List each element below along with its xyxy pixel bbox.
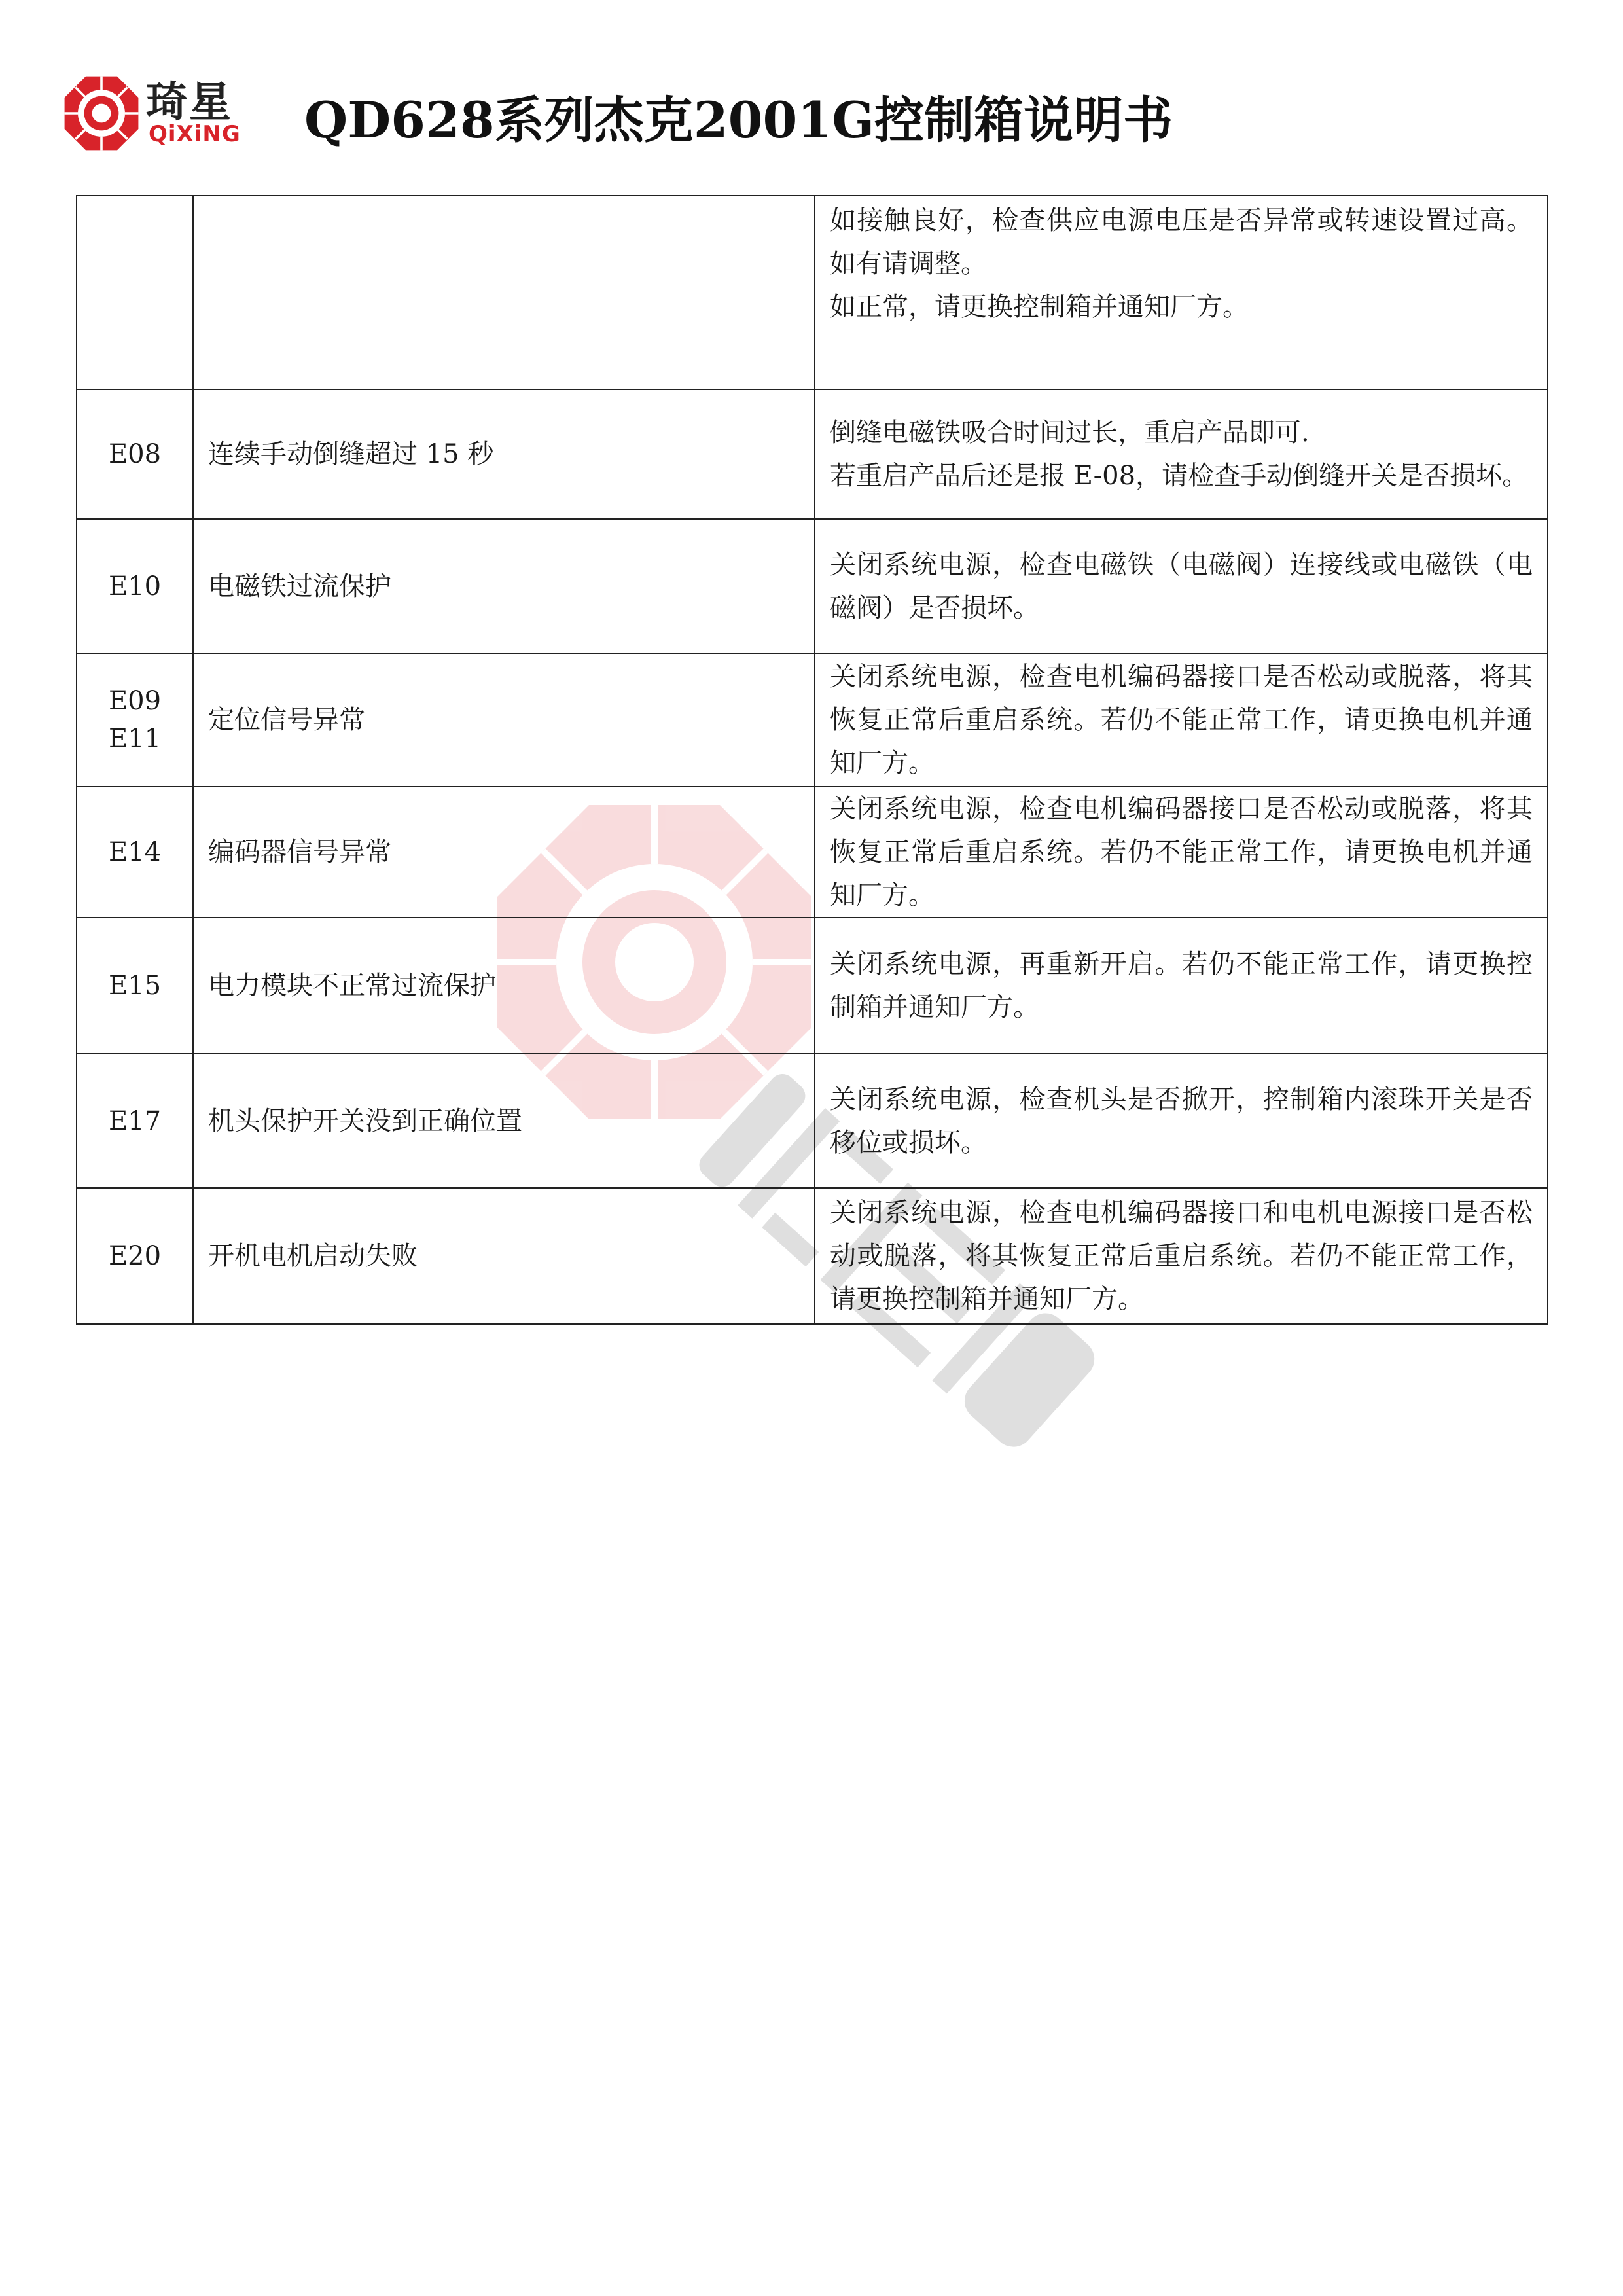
solution-text: 关闭系统电源，检查机头是否掀开，控制箱内滚珠开关是否移位或损坏。	[830, 1084, 1533, 1158]
fault-code-cell	[77, 787, 193, 918]
document-title: QD628系列杰克2001G控制箱说明书	[304, 91, 1173, 149]
fault-solution-cell	[815, 653, 1548, 787]
fault-description-cell: 定位信号异常	[193, 653, 815, 787]
brand-name-en: QiXiNG	[149, 121, 241, 147]
fault-code: E08	[108, 439, 162, 469]
table-row	[77, 389, 1548, 519]
solution-text: 关闭系统电源，再重新开启。若仍不能正常工作，请更换控制箱并通知厂方。	[830, 949, 1533, 1022]
fault-description-cell: 编码器信号异常	[193, 787, 815, 918]
fault-code: E17	[108, 1105, 162, 1136]
solution-text: 倒缝电磁铁吸合时间过长，重启产品即可.	[830, 418, 1310, 448]
solution-text: 若重启产品后还是报 E-08，请检查手动倒缝开关是否损坏。	[830, 461, 1529, 491]
fault-solution-cell	[815, 389, 1548, 519]
fault-solution-cell	[815, 1188, 1548, 1324]
fault-code-cell	[77, 196, 193, 389]
fault-description-cell: 电力模块不正常过流保护	[193, 918, 815, 1054]
brand-name-cn: 琦星	[146, 79, 232, 127]
table-row	[77, 918, 1548, 1054]
fault-code-table	[76, 195, 1548, 1325]
table-row	[77, 653, 1548, 787]
fault-description-cell: 电磁铁过流保护	[193, 519, 815, 653]
solution-text: 如接触良好，检查供应电源电压是否异常或转速设置过高。如有请调整。	[830, 206, 1533, 279]
table-row	[77, 1054, 1548, 1188]
fault-description-cell	[193, 196, 815, 389]
fault-description-cell: 机头保护开关没到正确位置	[193, 1054, 815, 1188]
fault-solution-cell	[815, 519, 1548, 653]
solution-text: 关闭系统电源，检查电机编码器接口是否松动或脱落，将其恢复正常后重启系统。若仍不能正常工作，请更换电机并通知厂方。	[830, 794, 1533, 910]
fault-code: E20	[108, 1241, 162, 1271]
fault-description-cell: 连续手动倒缝超过 15 秒	[193, 389, 815, 519]
fault-code-cell	[77, 519, 193, 653]
fault-code: E11	[108, 724, 162, 754]
fault-solution-cell	[815, 918, 1548, 1054]
fault-code-cell	[77, 1054, 193, 1188]
table-row	[77, 1188, 1548, 1324]
solution-text: 关闭系统电源，检查电机编码器接口是否松动或脱落，将其恢复正常后重启系统。若仍不能正常工作，请更换电机并通知厂方。	[830, 662, 1533, 778]
solution-text: 关闭系统电源，检查电机编码器接口和电机电源接口是否松动或脱落，将其恢复正常后重启系统。若仍不能正常工作，请更换控制箱并通知厂方。	[830, 1198, 1533, 1314]
fault-code: E10	[108, 571, 162, 601]
fault-code: E15	[108, 971, 162, 1001]
fault-code-cell	[77, 653, 193, 787]
fault-code-cell	[77, 1188, 193, 1324]
fault-code: E09	[108, 686, 162, 716]
fault-description-cell: 开机电机启动失败	[193, 1188, 815, 1324]
table-row	[77, 787, 1548, 918]
solution-text: 如正常，请更换控制箱并通知厂方。	[830, 292, 1249, 322]
fault-code-cell	[77, 389, 193, 519]
fault-solution-cell	[815, 196, 1548, 389]
table-row	[77, 196, 1548, 389]
fault-solution-cell	[815, 1054, 1548, 1188]
fault-solution-cell	[815, 787, 1548, 918]
table-row	[77, 519, 1548, 653]
solution-text: 关闭系统电源，检查电磁铁（电磁阀）连接线或电磁铁（电磁阀）是否损坏。	[830, 549, 1533, 623]
fault-code: E14	[108, 837, 162, 867]
qixing-logo-icon	[62, 74, 141, 152]
fault-code-cell	[77, 918, 193, 1054]
